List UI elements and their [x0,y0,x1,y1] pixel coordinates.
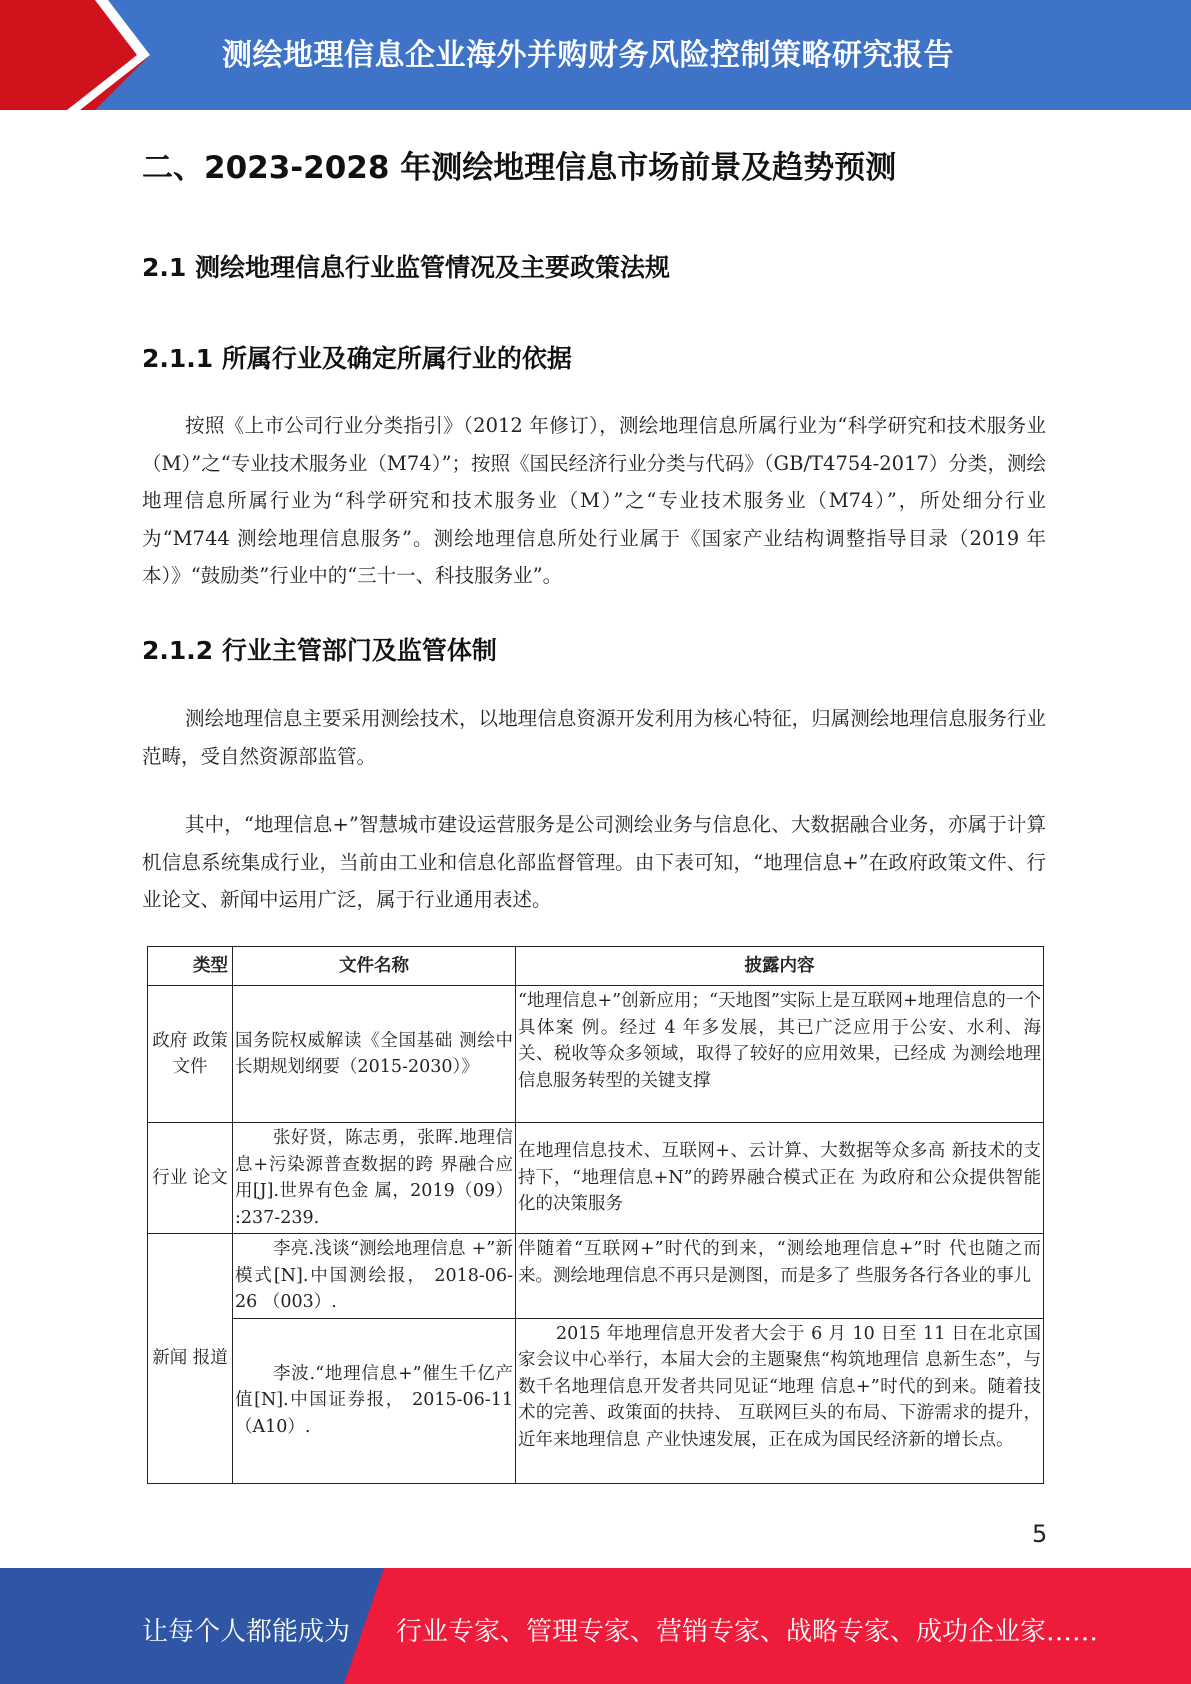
sub-heading-2-1-1: 2.1.1 所属行业及确定所属行业的依据 [142,344,572,373]
row-content: “地理信息+”创新应用；“天地图”实际上是互联网+地理信息的一个具体案 例。经过 4 年多发展，其已广泛应用于公安、水利、海 关、税收等众多领域，取得了较好的应用效果，已经成 为测绘地理信息服务转型的关键支撑 [516,986,1044,1123]
disclosure-table [147,946,1044,1484]
page-number: 5 [1032,1520,1048,1548]
table-row [148,986,1044,1123]
table-row [148,1123,1044,1234]
paragraph-industry-classification: 按照《上市公司行业分类指引》（2012 年修订），测绘地理信息所属行业为“科学研究和技术服务业（M）”之“专业技术服务业（M74）”；按照《国民经济行业分类与代码》（GB/T4754-2017）分类，测绘地理信息所属行业为“科学研究和技术服务业（M）”之“专业技术服务业（M74）”，所处细分行业为“M744 测绘地理信息服务”。测绘地理信息所处行业属于《国家产业结构调整指导目录（2019 年本）》“鼓励类”行业中的“三十一、科技服务业”。 [142,414,1046,587]
section-heading: 二、2023-2028 年测绘地理信息市场前景及趋势预测 [142,150,897,186]
row-content: 2015 年地理信息开发者大会于 6 月 10 日至 11 日在北京国家会议中心举行，本届大会的主题聚焦“构筑地理信 息新生态”，与数千名地理信息开发者共同见证“地理 信息+”时代的到来。随着技术的完善、政策面的扶持、 互联网巨头的布局、下游需求的提升，近年来地理信息 产业快速发展，正在成为国民经济新的增长点。 [516,1318,1044,1483]
table-row [148,1318,1044,1483]
row-category: 行业 论文 [148,1123,233,1234]
header-red-arrow [0,0,150,110]
report-title: 测绘地理信息企业海外并购财务风险控制策略研究报告 [222,38,954,73]
row-document: 国务院权威解读《全国基础 测绘中长期规划纲要（2015-2030）》 [233,986,516,1123]
column-header-content: 披露内容 [516,947,1044,986]
page-footer [0,1568,1191,1684]
row-content: 在地理信息技术、互联网+、云计算、大数据等众多高 新技术的支持下，“地理信息+N”的跨界融合模式正在 为政府和公众提供智能化的决策服务 [516,1123,1044,1234]
table-row [148,1234,1044,1319]
row-content: 伴随着“互联网+”时代的到来，“测绘地理信息+”时 代也随之而来。测绘地理信息不再只是测图，而是多了 些服务各行各业的事儿 [516,1234,1044,1319]
row-category: 政府 政策 文件 [148,986,233,1123]
row-document: 张好贤，陈志勇，张晖.地理信息+污染源普查数据的跨 界融合应用[J].世界有色金 属，2019（09） :237-239. [233,1123,516,1234]
column-header-type: 类型 [148,947,233,986]
footer-slogan-left: 让每个人都能成为 [142,1617,351,1647]
row-document: 李波.“地理信息+”催生千亿产值[N].中国证券报， 2015-06-11（A10）. [233,1318,516,1483]
sub-heading-2-1-2: 2.1.2 行业主管部门及监管体制 [142,636,497,665]
row-document: 李亮.浅谈“测绘地理信息 +”新模式[N].中国测绘报， 2018-06-26 （003）. [233,1234,516,1319]
paragraph-geo-info-plus: 其中，“地理信息+”智慧城市建设运营服务是公司测绘业务与信息化、大数据融合业务，亦属于计算机信息系统集成行业，当前由工业和信息化部监督管理。由下表可知，“地理信息+”在政府政策文件、行业论文、新闻中运用广泛，属于行业通用表述。 [142,813,1046,911]
row-category: 新闻 报道 [148,1234,233,1484]
paragraph-regulation: 测绘地理信息主要采用测绘技术，以地理信息资源开发利用为核心特征，归属测绘地理信息服务行业范畴，受自然资源部监管。 [142,707,1046,768]
footer-slogan-right: 行业专家、管理专家、营销专家、战略专家、成功企业家…… [396,1617,1099,1647]
table-header-row [148,947,1044,986]
page-header [0,0,1191,110]
column-header-document: 文件名称 [233,947,516,986]
sub-heading-2-1: 2.1 测绘地理信息行业监管情况及主要政策法规 [142,253,670,282]
